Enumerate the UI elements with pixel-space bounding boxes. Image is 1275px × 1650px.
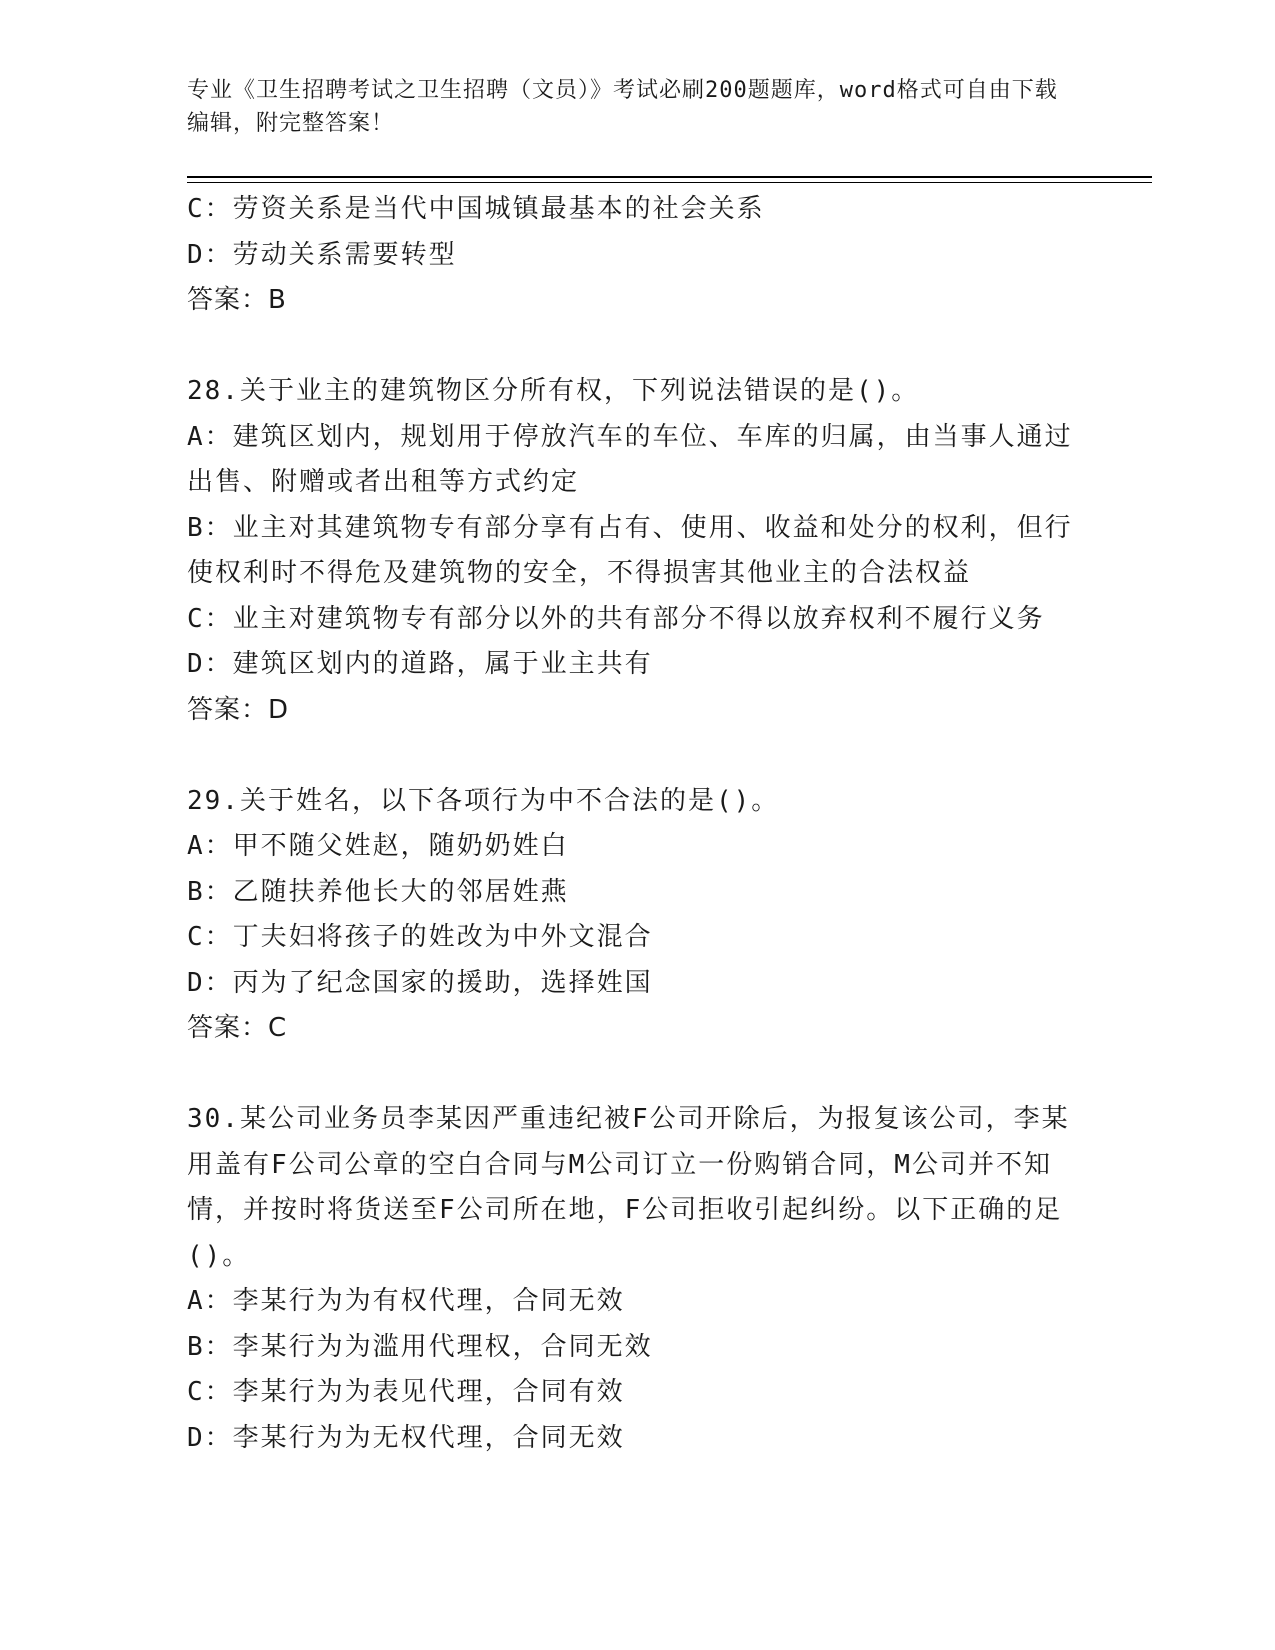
option-d: D：建筑区划内的道路，属于业主共有	[187, 649, 653, 679]
header-rule-thin	[187, 182, 1152, 183]
answer-line: 答案：D	[187, 694, 290, 725]
option-a: A：李某行为为有权代理，合同无效	[187, 1286, 625, 1316]
header-text: 专业《卫生招聘考试之卫生招聘（文员）》考试必刷200题题库，word格式可自由下载编辑，附完整答案！	[187, 78, 1058, 136]
option-d: D：丙为了纪念国家的援助，选择姓国	[187, 967, 653, 998]
answer-line: 答案：B	[187, 285, 287, 315]
header-rule-thick	[187, 176, 1152, 178]
question-28	[187, 369, 1077, 733]
answer-line: 答案：C	[187, 1013, 288, 1043]
option-a: A：建筑区划内，规划用于停放汽车的车位、车库的归属，由当事人通过出售、附赠或者出租等方式约定	[187, 421, 1073, 497]
option-d: D：劳动关系需要转型	[187, 239, 457, 270]
question-30	[187, 1097, 1077, 1461]
document-body	[187, 187, 1077, 1461]
question-27-tail	[187, 187, 1077, 324]
question-stem: 29.关于姓名，以下各项行为中不合法的是()。	[187, 785, 780, 816]
option-c: C：李某行为为表见代理，合同有效	[187, 1377, 625, 1407]
option-b: B：业主对其建筑物专有部分享有占有、使用、收益和处分的权利，但行使权利时不得危及建筑物的安全，不得损害其他业主的合法权益	[187, 512, 1073, 588]
spacer	[187, 733, 1077, 779]
option-d: D：李某行为为无权代理，合同无效	[187, 1422, 625, 1453]
option-b: B：乙随扶养他长大的邻居姓燕	[187, 876, 569, 907]
option-a: A：甲不随父姓赵，随奶奶姓白	[187, 831, 569, 861]
question-stem: 28.关于业主的建筑物区分所有权，下列说法错误的是()。	[187, 376, 920, 406]
option-c: C：业主对建筑物专有部分以外的共有部分不得以放弃权利不履行义务	[187, 603, 1045, 634]
page-header	[187, 74, 1067, 140]
option-c: C：劳资关系是当代中国城镇最基本的社会关系	[187, 194, 765, 224]
question-29	[187, 779, 1077, 1052]
question-stem: 30.某公司业务员李某因严重违纪被F公司开除后，为报复该公司，李某用盖有F公司公章的空白合同与M公司订立一份购销合同，M公司并不知情，并按时将货送至F公司所在地，F公司拒收引起纠纷。以下正确的足()。	[187, 1104, 1070, 1271]
spacer	[187, 1052, 1077, 1098]
spacer	[187, 324, 1077, 370]
option-b: B：李某行为为滥用代理权，合同无效	[187, 1331, 653, 1362]
option-c: C：丁夫妇将孩子的姓改为中外文混合	[187, 922, 653, 952]
